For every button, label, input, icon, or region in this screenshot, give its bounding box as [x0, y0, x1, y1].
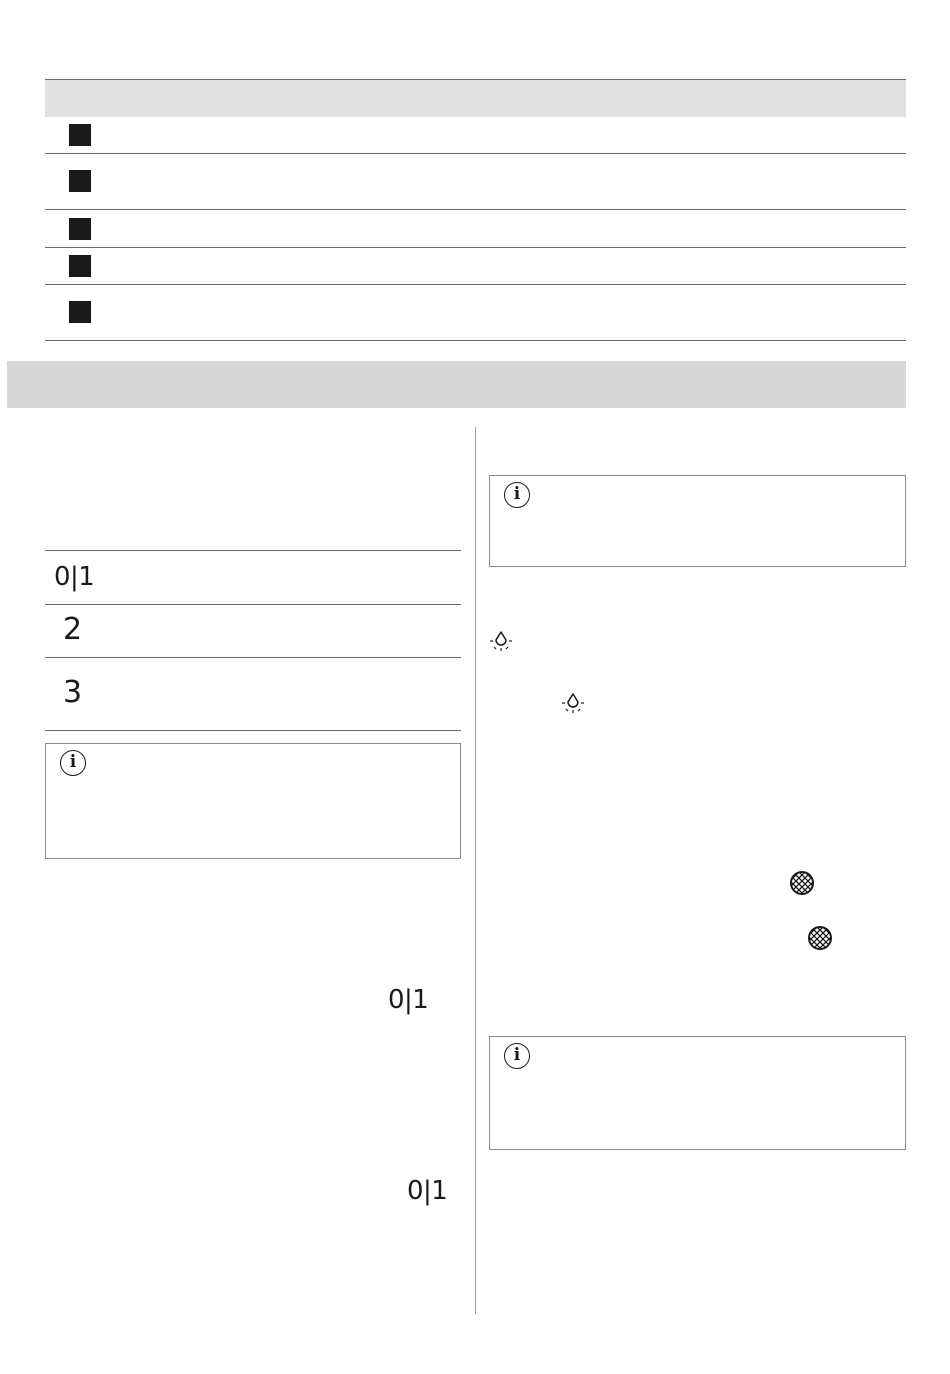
table-row: [45, 154, 906, 210]
black-square-icon: [69, 255, 91, 277]
light-bulb-icon: [488, 627, 514, 653]
info-box: [489, 475, 906, 567]
table-row: [45, 248, 906, 285]
grease-filter-icon: [788, 869, 816, 897]
info-box: [45, 743, 461, 859]
info-icon: i: [504, 1043, 530, 1069]
info-icon: i: [60, 750, 86, 776]
black-square-icon: [69, 301, 91, 323]
section-heading-band: [7, 361, 906, 408]
level-table-rule: [45, 730, 461, 731]
level-table-rule: [45, 657, 461, 658]
level-symbol-3: 3: [63, 675, 82, 710]
black-square-icon: [69, 124, 91, 146]
level-symbol-onoff: 0|1: [54, 562, 95, 592]
black-square-icon: [69, 218, 91, 240]
black-square-icon: [69, 170, 91, 192]
table-row: [45, 116, 906, 154]
level-table-rule: [45, 604, 461, 605]
onoff-symbol: 0|1: [407, 1176, 448, 1206]
grease-filter-icon: [806, 924, 834, 952]
onoff-symbol: 0|1: [388, 985, 429, 1015]
table-row: [45, 285, 906, 341]
light-bulb-icon: [560, 689, 586, 715]
level-table-rule: [45, 550, 461, 551]
column-divider: [475, 427, 476, 1314]
table-row: [45, 210, 906, 248]
info-box: [489, 1036, 906, 1150]
table-header: [45, 79, 906, 117]
info-icon: i: [504, 482, 530, 508]
level-symbol-2: 2: [63, 612, 82, 647]
